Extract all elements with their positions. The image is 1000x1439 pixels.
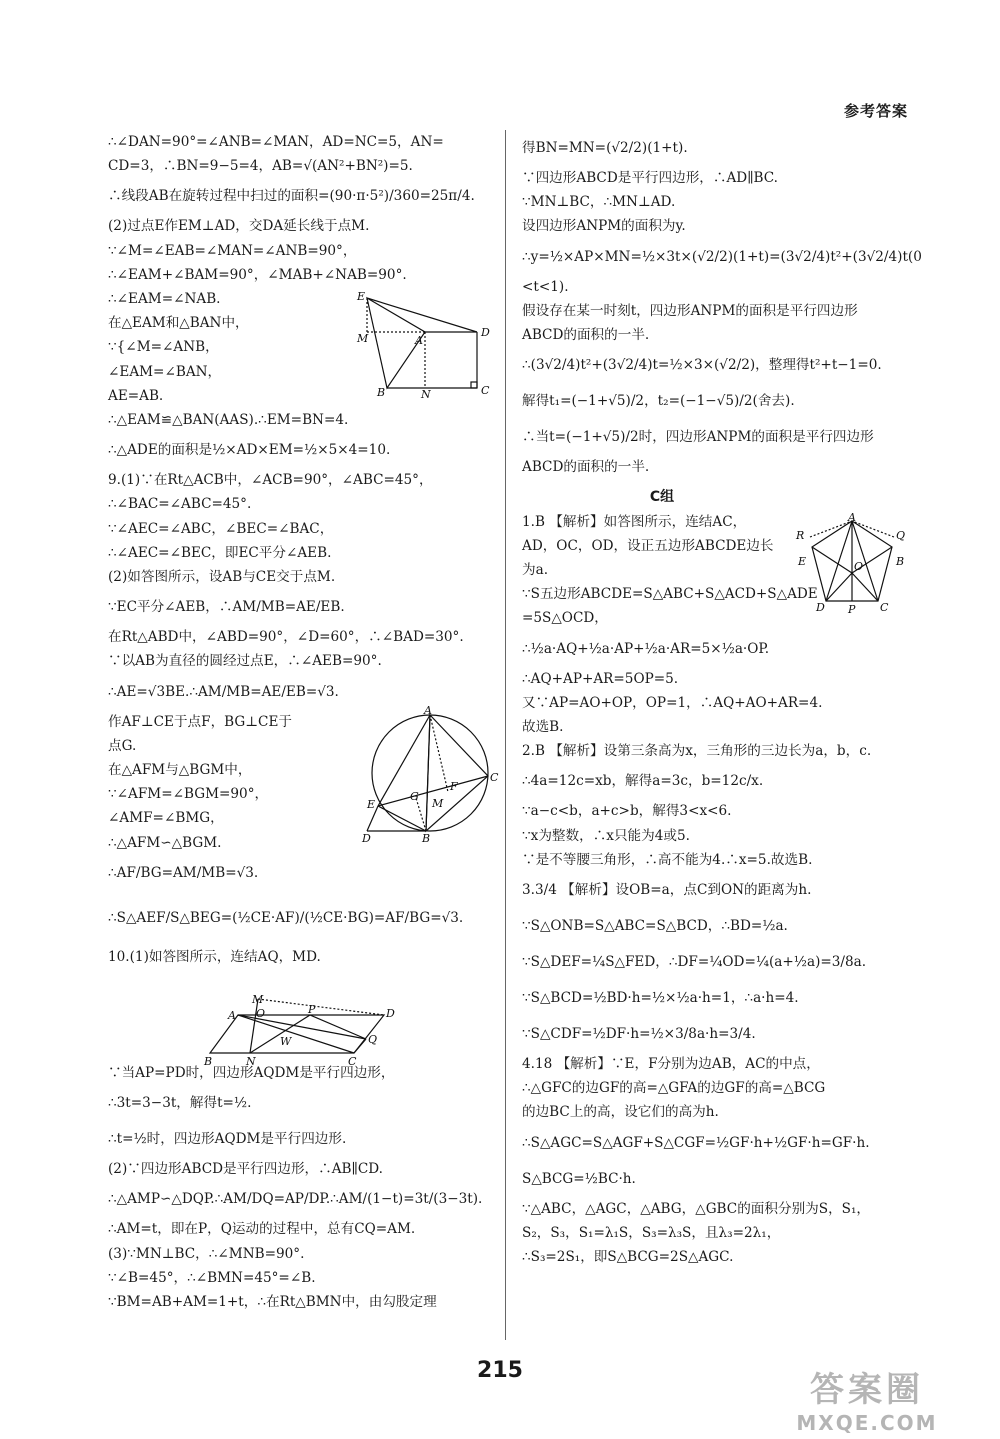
figure-label: Q (896, 529, 906, 542)
right-column (522, 130, 922, 1269)
text-line: (2)∵四边形ABCD是平行四边形，∴AB∥CD. (108, 1161, 383, 1178)
text-line: CD=3，∴BN=9−5=4，AB=√(AN²+BN²)=5. (108, 158, 413, 175)
text-line: 2.B 【解析】设第三条高为x，三角形的三边长为a，b，c. (522, 743, 872, 760)
figure-label: C (348, 1055, 357, 1068)
text-line: ∵S五边形ABCDE=S△ABC+S△ACD+S△ADE (522, 586, 818, 603)
text-line: ∵S△ONB=S△ABC=S△BCD，∴BD=½a. (522, 918, 788, 935)
text-line: =5S△OCD， (522, 610, 608, 627)
text-line: ∴t=½时，四边形AQDM是平行四边形. (108, 1131, 347, 1148)
text-line: 9.(1)∵在Rt△ACB中，∠ACB=90°，∠ABC=45°， (108, 472, 433, 489)
watermark-text: 答案圈 (810, 1370, 924, 1410)
text-line: ∴(3√2/4)t²+(3√2/4)t=½×3×(√2/2)，整理得t²+t−1=0. (522, 357, 882, 374)
text-line: ∴AQ+AP+AR=5OP=5. (522, 670, 679, 687)
text-line: ∵以AB为直径的圆经过点E，∴∠AEB=90°. (108, 653, 382, 670)
text-line: ∵当AP=PD时，四边形AQDM是平行四边形， (108, 1065, 395, 1082)
text-line: ∴当t=(−1+√5)/2时，四边形ANPM的面积是平行四边形 (522, 429, 874, 446)
text-line: ∵四边形ABCD是平行四边形，∴AD∥BC. (522, 170, 778, 186)
text-line: ∴△GFC的边GF的高=△GFA的边GF的高=△BCG (522, 1080, 826, 1097)
figure-label: F (450, 780, 458, 793)
figure-label: E (357, 290, 366, 303)
text-line: 设四边形ANPM的面积为y. (522, 218, 686, 235)
figure-label: E (367, 798, 376, 811)
text-line: ∴S△AGC=S△AGF+S△CGF=½GF·h+½GF·h=GF·h. (522, 1134, 870, 1151)
text-line: ∴AE=√3BE.∴AM/MB=AE/EB=√3. (108, 683, 339, 700)
text-line: ABCD的面积的一半. (522, 459, 650, 476)
text-line: 点G. (108, 737, 137, 754)
text-line: ∴AF/BG=AM/MB=√3. (108, 864, 259, 881)
text-line: 4.18 【解析】∵E，F分别为边AB，AC的中点， (522, 1056, 820, 1073)
text-line: ∴S△AEF/S△BEG=(½CE·AF)/(½CE·BG)=AF/BG=√3. (108, 909, 464, 926)
text-line: ∵是不等腰三角形，∴高不能为4.∴x=5.故选B. (522, 851, 813, 868)
text-line: ∵x为整数，∴x只能为4或5. (522, 827, 690, 844)
text-line: 10.(1)如答图所示，连结AQ，MD. (108, 948, 321, 965)
text-line: ∴∠EAM+∠BAM=90°，∠MAB+∠NAB=90°. (108, 266, 407, 283)
text-line: ∵S△DEF=¼S△FED，∴DF=¼OD=¼(a+½a)=3/8a. (522, 954, 867, 971)
figure-label: C (481, 384, 490, 397)
text-line: <t<1). (522, 278, 569, 295)
text-line: ∴△EAM≌△BAN(AAS).∴EM=BN=4. (108, 412, 349, 429)
figure-label: O (256, 1007, 266, 1020)
figure-label: D (386, 1007, 395, 1020)
text-line: ∵∠M=∠EAB=∠MAN=∠ANB=90°， (108, 242, 357, 259)
text-line: 在Rt△ABD中，∠ABD=90°，∠D=60°，∴∠BAD=30°. (108, 629, 464, 646)
text-line: 得BN=MN=(√2/2)(1+t). (522, 140, 688, 156)
figure-label: E (798, 555, 807, 568)
text-line: ∵a−c<b，a+c>b，解得3<x<6. (522, 803, 732, 820)
text-line: 3.3/4 【解析】设OB=a，点C到ON的距离为h. (522, 882, 812, 899)
text-line: ∵∠AFM=∠BGM=90°， (108, 786, 269, 803)
column-divider (505, 130, 506, 1340)
text-line: ∴3t=3−3t，解得t=½. (108, 1095, 252, 1112)
figure-label: R (796, 529, 805, 542)
text-line: ∠AMF=∠BMG， (108, 810, 224, 827)
text-line: (3)∵MN⊥BC，∴∠MNB=90°. (108, 1245, 305, 1262)
text-line: ∵S△BCD=½BD·h=½×½a·h=1，∴a·h=4. (522, 990, 799, 1007)
figure-label: B (204, 1055, 213, 1068)
figure-label: C (880, 601, 889, 614)
figure-label: N (421, 388, 431, 401)
figure-label: A (415, 334, 423, 347)
text-line: 又∵AP=AO+OP，OP=1，∴AQ+AO+AR=4. (522, 694, 823, 711)
text-line: ∴∠AEC=∠BEC，即EC平分∠AEB. (108, 544, 332, 561)
text-line: 假设存在某一时刻t，四边形ANPM的面积是平行四边形 (522, 302, 858, 319)
text-line: ∴4a=12c=xb，解得a=3c，b=12c/x. (522, 773, 764, 790)
figure-label: D (481, 326, 490, 339)
figure-label: P (308, 1003, 316, 1016)
figure-label: C (490, 771, 499, 784)
figure-label: M (252, 993, 264, 1006)
text-line: 在△EAM和△BAN中， (108, 315, 249, 332)
text-line: ∴∠DAN=90°=∠ANB=∠MAN，AD=NC=5，AN= (108, 134, 444, 150)
figure-label: M (432, 797, 444, 810)
watermark (772, 1362, 962, 1435)
figure-pentagon-diagram (792, 511, 910, 616)
text-line: 1.B 【解析】如答图所示，连结AC， (522, 513, 747, 530)
text-line: (2)如答图所示，设AB与CE交于点M. (108, 569, 336, 586)
text-line: 在△AFM与△BGM中， (108, 762, 252, 779)
text-line: ∴△ADE的面积是½×AD×EM=½×5×4=10. (108, 442, 391, 459)
text-line: ∵S△CDF=½DF·h=½×3/8a·h=3/4. (522, 1026, 756, 1043)
text-line: ∴AM=t，即在P，Q运动的过程中，总有CQ=AM. (108, 1221, 416, 1238)
text-line: ∵∠AEC=∠ABC，∠BEC=∠BAC， (108, 520, 334, 537)
text-line: (2)过点E作EM⊥AD，交DA延长线于点M. (108, 218, 370, 235)
figure-label: D (816, 601, 825, 614)
text-line: ∴S₃=2S₁，即S△BCG=2S△AGC. (522, 1249, 734, 1266)
figure-label: A (848, 511, 856, 524)
text-line: ∵△ABC，△AGC，△ABG，△GBC的面积分别为S，S₁， (522, 1200, 871, 1217)
text-line: ∴∠EAM=∠NAB. (108, 291, 221, 308)
figure-rotation-diagram (355, 290, 500, 400)
figure-label: A (228, 1009, 236, 1022)
text-line: ∵{∠M=∠ANB， (108, 339, 219, 356)
text-line: ∵MN⊥BC，∴MN⊥AD. (522, 194, 676, 211)
figure-label: G (410, 790, 419, 803)
text-line: ABCD的面积的一半. (522, 327, 650, 344)
text-line: AD，OC，OD，设正五边形ABCDE边长 (522, 537, 774, 554)
figure-label: B (422, 832, 431, 845)
text-line: ∴△AMP∽△DQP.∴AM/DQ=AP/DP.∴AM/(1−t)=3t/(3−3t). (108, 1191, 483, 1208)
text-line: 作AF⊥CE于点F，BG⊥CE于 (108, 713, 292, 730)
text-line: 为a. (522, 562, 549, 579)
text-line: ∴½a·AQ+½a·AP+½a·AR=5×½a·OP. (522, 640, 770, 657)
page-header-title: 参考答案 (843, 102, 908, 120)
text-line: AE=AB. (108, 387, 164, 404)
figure-label: Q (368, 1033, 378, 1046)
figure-label: W (280, 1035, 292, 1048)
text-line: ∴△AFM∽△BGM. (108, 834, 222, 851)
section-title-group-c: C组 (649, 489, 675, 506)
figure-label: N (246, 1055, 256, 1068)
text-line: ∵∠B=45°，∴∠BMN=45°=∠B. (108, 1269, 316, 1286)
figure-label: A (424, 704, 432, 717)
text-line: S△BCG=½BC·h. (522, 1170, 636, 1187)
figure-label: B (896, 555, 905, 568)
figure-label: M (357, 332, 369, 345)
text-line: 故选B. (522, 719, 564, 736)
text-line: ∵BM=AB+AM=1+t，∴在Rt△BMN中，由勾股定理 (108, 1294, 437, 1311)
text-line: ∴y=½×AP×MN=½×3t×(√2/2)(1+t)=(3√2/4)t²+(3√2/4)t(0 (522, 248, 922, 265)
text-line: S₂，S₃，S₁=λ₁S，S₃=λ₃S，且λ₃=2λ₁， (522, 1224, 781, 1241)
text-line: 解得t₁=(−1+√5)/2，t₂=(−1−√5)/2(舍去). (522, 393, 795, 410)
figure-label: B (377, 386, 386, 399)
text-line: 的边BC上的高，设它们的高为h. (522, 1104, 719, 1121)
figure-parallelogram-diagram (200, 995, 410, 1070)
text-line: ∠EAM=∠BAN， (108, 363, 222, 380)
text-line: ∵EC平分∠AEB，∴AM/MB=AE/EB. (108, 599, 345, 616)
text-line: ∴∠BAC=∠ABC=45°. (108, 496, 252, 513)
watermark-url: MXQE.COM (796, 1411, 938, 1435)
page-number: 215 (477, 1358, 523, 1383)
figure-label: D (362, 832, 371, 845)
figure-label: O (854, 560, 864, 573)
text-line: ∴线段AB在旋转过程中扫过的面积=(90·π·5²)/360=25π/4. (108, 188, 475, 205)
figure-circle-diagram (362, 704, 499, 845)
figure-label: P (848, 603, 856, 616)
